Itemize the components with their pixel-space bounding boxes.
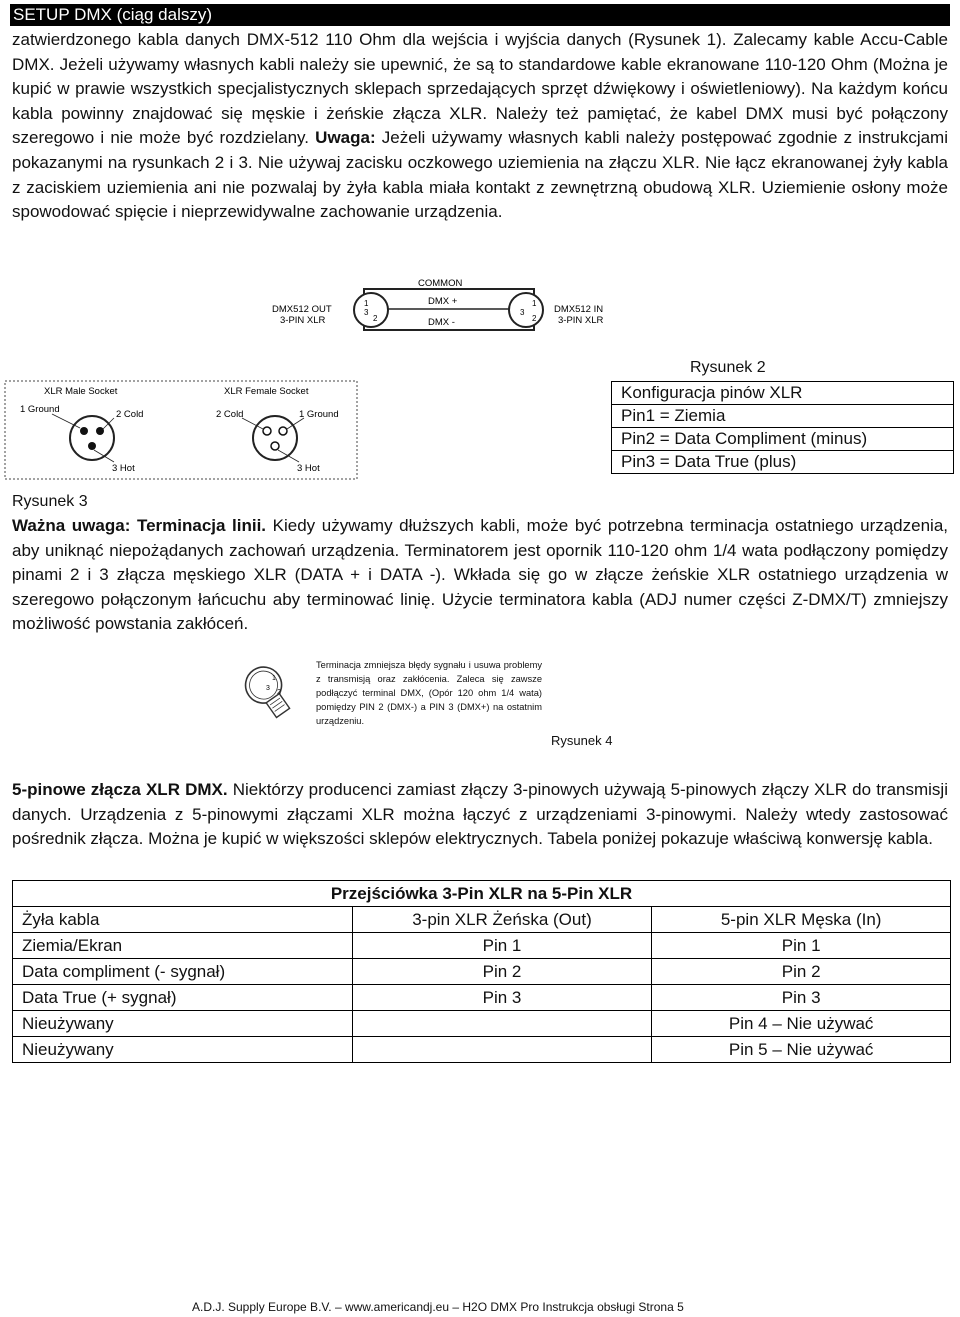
fig4-pin-2: 2 [277,689,281,696]
fig3-male-connector [70,416,114,460]
table-cell: Pin 3 [652,985,951,1011]
fig1-dmx-plus-label: DMX + [428,296,458,307]
fig1-in-label-2: 3-PIN XLR [558,315,604,326]
table-cell: Data True (+ sygnał) [13,985,353,1011]
table-cell: Pin 2 [352,959,652,985]
fig3-female-hot-label: 3 Hot [297,463,320,474]
table-header: 3-pin XLR Żeńska (Out) [352,907,652,933]
figure-2-label: Rysunek 2 [690,359,766,376]
fig3-female-pin-2 [263,427,271,435]
table-row [13,959,951,985]
figure-4-label: Rysunek 4 [551,733,613,748]
fig3-male-title: XLR Male Socket [44,386,118,397]
fig3-female-cold-label: 2 Cold [216,409,244,420]
fig1-out-connector [354,293,388,327]
figure-4-terminator-icon [232,660,302,722]
fig1-common-label: COMMON [418,278,463,289]
table-row [13,933,951,959]
fig4-pin-3: 3 [266,685,270,692]
table-header: 5-pin XLR Męska (In) [652,907,951,933]
table-cell [352,1011,652,1037]
table-cell: Pin 1 [352,933,652,959]
fig3-male-cold-label: 2 Cold [116,409,144,420]
figure-2-pin-table [611,381,954,474]
fig1-out-label-1: DMX512 OUT [272,304,332,315]
figure-1-dmx-cable-diagram [268,274,628,336]
fig3-female-connector [253,416,297,460]
note-text: Jeżeli używamy własnych kabli należy postępować zgodnie z instrukcjami pokazanymi na rysunkach 2 i 3. Nie używaj zacisku oczkowego uziemienia na złączu XLR. Nie łącz ekranowanej żyły kabla z zaciskiem uziemienia ani nie pozwalaj by żyła kabla miała kontakt z zewnętrzną obudową XLR. Uziemienie osłony może spowodować spięcie i nieprzewidywalne zachowanie urządzenia. [12,128,949,222]
table-cell [352,1037,652,1063]
five-pin-text: Niektórzy producenci zamiast złączy 3-pinowych używają 5-pinowych złączy XLR do transmisji danych. Urządzenia z 5-pinowymi złączami XLR można łączyć z urządzeniami 3-pinowymi. Należy wtedy zastosować pośrednik złącza. Można je kupić w większości sklepów elektrycznych. Tabela poniżej pokazuje właściwą konwersję kabla. [12,780,948,849]
fig4-pin-1: 1 [272,675,276,682]
fig3-female-title: XLR Female Socket [224,386,309,397]
header-title: SETUP DMX (ciąg dalszy) [13,5,213,24]
termination-paragraph [12,514,948,637]
fig1-in-connector [509,293,543,327]
conversion-table [12,880,951,1063]
table-header: Żyła kabla [13,907,353,933]
table-row [612,451,954,474]
table-cell: Nieużywany [13,1011,353,1037]
fig1-in-pin-2: 2 [532,314,537,323]
table-cell: Pin 2 [652,959,951,985]
conversion-table-title: Przejściówka 3-Pin XLR na 5-Pin XLR [13,881,951,907]
fig1-dmx-minus-label: DMX - [428,317,455,328]
fig3-male-pin-3 [88,442,96,450]
table-cell: Pin3 = Data True (plus) [612,451,954,474]
fig3-male-ground-label: 1 Ground [20,404,60,415]
table-cell: Pin 4 – Nie używać [652,1011,951,1037]
table-row [612,382,954,405]
fig3-male-pin-2 [96,427,104,435]
intro-paragraph [12,28,948,225]
fig1-out-pin-3: 3 [364,308,369,317]
note-label: Uwaga: [315,128,376,148]
table-cell: Ziemia/Ekran [13,933,353,959]
table-row [13,985,951,1011]
fig3-male-pin-1 [80,427,88,435]
fig3-male-ground-leader [52,414,80,428]
fig3-female-ground-label: 1 Ground [299,409,339,420]
fig3-female-pin-3 [271,442,279,450]
table-cell: Pin 1 [652,933,951,959]
fig3-female-pin-1 [279,427,287,435]
table-cell: Konfiguracja pinów XLR [612,382,954,405]
termination-text: Kiedy używamy dłuższych kabli, może być potrzebna terminacja ostatniego urządzenia, aby uniknąć niepożądanych zachowań urządzenia. Terminatorem jest opornik 110-120 ohm 1/4 wata podłączony pomiędzy pinami 2 i 3 złącza męskiego XLR (DATA + i DATA -). Wkłada się go w złącze żeńskie XLR ostatniego urządzenia w szeregowo połączonym łańcuchu aby terminować linię. Użycie terminatora kabla (ADJ numer części Z-DMX/T) zmniejszy możliwość powstania zakłóceń. [12,516,949,634]
fig1-out-pin-1: 1 [364,299,369,308]
fig3-male-hot-label: 3 Hot [112,463,135,474]
fig1-out-label-2: 3-PIN XLR [280,315,326,326]
fig1-in-pin-3: 3 [520,308,525,317]
table-cell: Pin 5 – Nie używać [652,1037,951,1063]
table-cell: Data compliment (- sygnał) [13,959,353,985]
table-cell: Pin1 = Ziemia [612,405,954,428]
table-cell: Nieużywany [13,1037,353,1063]
table-cell: Pin2 = Data Compliment (minus) [612,428,954,451]
five-pin-paragraph [12,778,948,852]
intro-text: zatwierdzonego kabla danych DMX-512 110 Ohm dla wejścia i wyjścia danych (Rysunek 1). Zalecamy kable Accu-Cable DMX. Jeżeli używamy własnych kabli należy sie upewnić, że są to standardowe kable ekranowane 110-120 Ohm (Można je kupić w prawie wszystkich specjalistycznych sklepach sprzedających sprzęt dźwiękowy i oświetleniowy). Na każdym końcu kabla powinny znajdować się męskie i żeńskie złącza XLR. Należy też pamiętać, że kabel DMX musi być połączony szeregowo i nie może być rozdzielany. [12,30,948,148]
fig1-in-label-1: DMX512 IN [554,304,604,315]
page-footer: A.D.J. Supply Europe B.V. – www.americandj.eu – H2O DMX Pro Instrukcja obsługi Strona 5 [192,1300,684,1314]
table-row [612,428,954,451]
fig1-out-pin-2: 2 [373,314,378,323]
five-pin-title: 5-pinowe złącza XLR DMX. [12,780,228,799]
table-cell: Pin 3 [352,985,652,1011]
termination-title: Ważna uwaga: Terminacja linii. [12,516,267,535]
table-row [612,405,954,428]
figure-3-xlr-sockets [4,380,358,480]
page-header [10,4,950,26]
fig1-in-pin-1: 1 [532,299,537,308]
figure-4-note: Terminacja zmniejsza błędy sygnału i usuwa problemy z transmisją oraz zakłócenia. Zaleca się zawsze podłączyć terminal DMX, (Opór 120 ohm 1/4 wata) pomiędzy PIN 2 (DMX-) a PIN 3 (DMX+) na ostatnim urządzeniu. [316,660,542,726]
figure-3-label: Rysunek 3 [12,493,88,510]
table-title-row [13,881,951,907]
table-header-row [13,907,951,933]
table-row [13,1037,951,1063]
table-row [13,1011,951,1037]
